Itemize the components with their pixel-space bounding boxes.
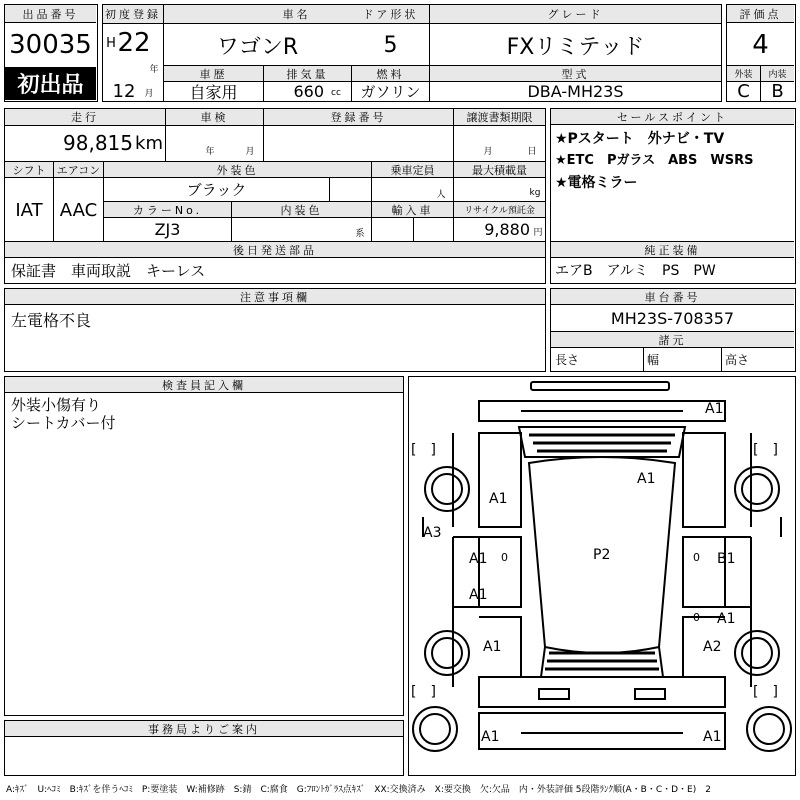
details-block: [4, 108, 546, 284]
transfer-day-unit: 日: [527, 146, 537, 157]
damage-mark-rear-left: A1: [481, 729, 500, 745]
inspector-label: 検査員記入欄: [5, 377, 403, 393]
interior-color-unit: 系: [355, 228, 365, 239]
int-label: 内装: [761, 66, 794, 81]
ext-grade: C: [737, 81, 750, 102]
recycle: 9,880: [484, 220, 530, 239]
car-name-label: 車名: [164, 5, 429, 23]
interior-color-label: 内装色: [232, 202, 371, 217]
displacement: 660: [293, 82, 324, 101]
sales-block: [550, 108, 796, 284]
ac-label: エアコン: [54, 162, 103, 177]
lot-number: 30035: [9, 30, 92, 60]
car-outline-diagram: [409, 377, 795, 775]
reg-no-label: 登録番号: [264, 109, 453, 125]
int-grade: B: [771, 81, 784, 102]
reg-month: 12: [112, 80, 136, 102]
shift-label: シフト: [5, 162, 53, 177]
recycle-label: リサイクル預託金: [454, 202, 545, 217]
length-label: 長さ: [555, 352, 580, 367]
mark-left-front-door-0: 0: [501, 551, 508, 564]
import-label: 輸入車: [372, 202, 453, 217]
car-diagram-panel: [408, 376, 796, 776]
grade: FXリミテッド: [506, 34, 645, 60]
capacity-label: 乗車定員: [372, 162, 453, 177]
inspection-year-unit: 年: [205, 146, 215, 157]
fuel-label: 燃料: [352, 66, 429, 81]
sales-point-1: ★Pスタート 外ナビ・TV: [555, 131, 725, 147]
mileage-label: 走行: [5, 109, 165, 125]
genuine: エアB アルミ PS PW: [555, 263, 716, 279]
damage-mark-left-front-fender: A1: [489, 491, 508, 507]
inspector-line-1: 外装小傷有り: [11, 396, 102, 414]
caution-text: 左電格不良: [11, 311, 92, 330]
genuine-label: 純正装備: [551, 242, 794, 257]
dims-label: 諸元: [551, 332, 794, 347]
bracket-right-bottom: [ ]: [753, 684, 778, 700]
sales-points-label: セールスポイント: [551, 109, 794, 125]
doors: 5: [383, 32, 398, 58]
height-label: 高さ: [725, 352, 750, 367]
damage-mark-rear-right: A1: [703, 729, 722, 745]
caution-label: 注意事項欄: [5, 289, 545, 305]
later-parts-label: 後日発送部品: [5, 242, 545, 257]
history: 自家用: [189, 83, 238, 102]
width-label: 幅: [647, 352, 660, 367]
damage-mark-left-mirror: A3: [423, 525, 442, 541]
damage-mark-center: P2: [593, 547, 611, 563]
displacement-unit: cc: [331, 88, 341, 98]
damage-mark-right-rear-door: A1: [717, 611, 736, 627]
car-name: ワゴンR: [216, 34, 299, 60]
damage-mark-left-rear-door: A1: [469, 587, 488, 603]
bracket-left-bottom: [ ]: [411, 684, 436, 700]
color-no-label: カラーNo.: [104, 202, 231, 217]
office-label: 事務局よりご案内: [5, 721, 403, 737]
model: DBA-MH23S: [527, 82, 624, 101]
damage-mark-roof: A1: [637, 471, 656, 487]
fuel: ガソリン: [360, 83, 421, 101]
damage-mark-right-front-door: B1: [717, 551, 736, 567]
transfer-label: 譲渡書類期限: [454, 109, 545, 125]
later-parts: 保証書 車両取説 キーレス: [11, 261, 206, 280]
reg-year: 22: [117, 28, 151, 58]
grade-label: グレード: [430, 5, 721, 23]
displacement-label: 排気量: [264, 66, 351, 81]
damage-mark-left-rear-fender: A1: [483, 639, 502, 655]
exterior-color: ブラック: [186, 181, 247, 199]
inspector-line-2: シートカバー付: [11, 414, 116, 432]
mileage: 98,815: [63, 131, 133, 155]
exterior-color-label: 外装色: [104, 162, 371, 177]
inspection-label: 車検: [166, 109, 263, 125]
reg-label: 初度登録: [103, 5, 163, 23]
model-label: 型式: [430, 66, 721, 81]
first-listing-badge: 初出品: [5, 67, 96, 100]
mileage-unit: km: [135, 132, 163, 154]
caution-block: [4, 288, 546, 372]
door-label: ドア形状: [352, 5, 429, 23]
score: 4: [752, 30, 769, 60]
office-block: [4, 720, 404, 776]
era: H: [106, 35, 116, 51]
inspector-block: [4, 376, 404, 716]
damage-mark-front-bumper: A1: [705, 401, 724, 417]
max-load-unit: kg: [529, 188, 541, 198]
recycle-unit: 円: [533, 227, 543, 238]
chassis-number: MH23S-708357: [610, 308, 735, 328]
mark-right-front-door-0: 0: [693, 551, 700, 564]
chassis-block: [550, 288, 796, 372]
capacity-unit: 人: [436, 189, 446, 200]
transfer-month-unit: 月: [483, 146, 493, 157]
month-unit: 月: [144, 88, 154, 99]
lot-label: 出品番号: [5, 5, 96, 23]
legend: A:ｷｽﾞ U:ﾍｺﾐ B:ｷｽﾞを伴うﾍｺﾐ P:要塗装 W:補修跡 S:錆 C:腐食 G:ﾌﾛﾝﾄｶﾞﾗｽ点ｷｽﾞ XX:交換済み X:要交換 欠:欠品 内・外装評価 5段階ﾗﾝｸ順(A・B・C・D・E) 2: [6, 784, 711, 795]
color-no: ZJ3: [154, 220, 181, 239]
inspection-month-unit: 月: [245, 146, 255, 157]
score-label: 評価点: [727, 5, 794, 23]
sales-point-3: ★電格ミラー: [555, 175, 638, 191]
ext-label: 外装: [727, 66, 760, 81]
shift: IAT: [15, 199, 43, 221]
max-load-label: 最大積載量: [454, 162, 545, 177]
damage-mark-right-rear-fender: A2: [703, 639, 722, 655]
sales-point-2: ★ETC Pガラス ABS WSRS: [555, 153, 754, 168]
history-label: 車歴: [164, 66, 263, 81]
score-box: [726, 4, 796, 102]
chassis-label: 車台番号: [551, 289, 794, 305]
year-unit: 年: [149, 64, 159, 75]
bracket-right-top: [ ]: [753, 442, 778, 458]
mark-right-rear-door-0: 0: [693, 611, 700, 624]
lot-box: [4, 4, 98, 102]
vehicle-header: [102, 4, 722, 102]
damage-mark-left-front-door: A1: [469, 551, 488, 567]
ac: AAC: [59, 199, 98, 221]
bracket-left-top: [ ]: [411, 442, 436, 458]
